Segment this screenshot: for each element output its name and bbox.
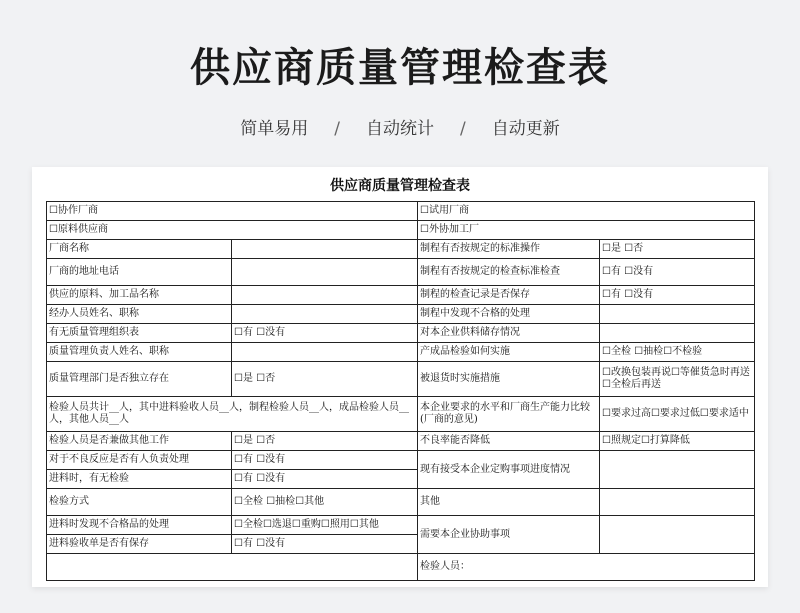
table-cell[interactable]: ☐是 ☐否 bbox=[232, 432, 418, 451]
table-row bbox=[47, 516, 755, 535]
subtitle bbox=[0, 114, 800, 139]
table-cell[interactable]: ☐全检 ☐抽检☐其他 bbox=[232, 489, 418, 516]
table-cell[interactable] bbox=[600, 305, 755, 324]
table-cell[interactable]: ☐有 ☐没有 bbox=[600, 286, 755, 305]
table-row bbox=[47, 286, 755, 305]
table-cell[interactable]: ☐全检☐选退☐重购☐照用☐其他 bbox=[232, 516, 418, 535]
checklist-table bbox=[46, 201, 755, 581]
table-cell: 产成品检验如何实施 bbox=[418, 343, 600, 362]
table-cell[interactable]: ☐是 ☐否 bbox=[600, 240, 755, 259]
subtitle-item-3: 自动更新 bbox=[491, 119, 560, 139]
table-row bbox=[47, 554, 755, 581]
table-cell[interactable]: ☐有 ☐没有 bbox=[232, 470, 418, 489]
table-row bbox=[47, 240, 755, 259]
table-cell[interactable] bbox=[232, 259, 418, 286]
table-cell: 本企业要求的水平和厂商生产能力比较(厂商的意见) bbox=[418, 397, 600, 432]
table-row bbox=[47, 362, 755, 397]
subtitle-item-1: 简单易用 bbox=[240, 119, 309, 139]
table-cell: 现有接受本企业定购事项进度情况 bbox=[418, 451, 600, 489]
table-cell: 对本企业供料储存情况 bbox=[418, 324, 600, 343]
table-cell: 对于不良反应是否有人负责处理 bbox=[47, 451, 232, 470]
table-row bbox=[47, 259, 755, 286]
table-cell: 制程有否按规定的检查标准检查 bbox=[418, 259, 600, 286]
table-cell[interactable] bbox=[47, 554, 418, 581]
subtitle-item-2: 自动统计 bbox=[366, 119, 434, 139]
table-cell[interactable]: ☐要求过高☐要求过低☐要求适中 bbox=[600, 397, 755, 432]
document-title: 供应商质量管理检查表 bbox=[330, 178, 470, 194]
table-cell[interactable]: ☐试用厂商 bbox=[418, 202, 755, 221]
table-row bbox=[47, 397, 755, 432]
table-cell[interactable]: ☐照规定☐打算降低 bbox=[600, 432, 755, 451]
table-cell[interactable] bbox=[600, 324, 755, 343]
table-cell: 制程有否按规定的标准操作 bbox=[418, 240, 600, 259]
table-cell: 供应的原料、加工品名称 bbox=[47, 286, 232, 305]
table-cell[interactable]: ☐全检 ☐抽检☐不检验 bbox=[600, 343, 755, 362]
table-cell[interactable]: 检验人员共计__人，其中进料验收人员__人，制程检验人员__人，成品检验人员__人，其他人员__人 bbox=[47, 397, 418, 432]
table-cell: 检验方式 bbox=[47, 489, 232, 516]
table-row bbox=[47, 221, 755, 240]
table-cell: 制程的检查记录是否保存 bbox=[418, 286, 600, 305]
table-cell[interactable] bbox=[600, 489, 755, 516]
table-cell[interactable]: ☐外协加工厂 bbox=[418, 221, 755, 240]
table-cell[interactable]: ☐有 ☐没有 bbox=[232, 324, 418, 343]
table-cell[interactable]: ☐原料供应商 bbox=[47, 221, 418, 240]
table-row bbox=[47, 305, 755, 324]
table-cell: 进料时，有无检验 bbox=[47, 470, 232, 489]
table-cell: 进料时发现不合格品的处理 bbox=[47, 516, 232, 535]
table-cell: 不良率能否降低 bbox=[418, 432, 600, 451]
table-cell[interactable] bbox=[232, 343, 418, 362]
table-row bbox=[47, 489, 755, 516]
table-cell[interactable]: 检验人员： bbox=[418, 554, 755, 581]
table-row bbox=[47, 451, 755, 470]
table-cell[interactable]: ☐有 ☐没有 bbox=[232, 451, 418, 470]
table-cell[interactable] bbox=[232, 286, 418, 305]
table-cell[interactable]: ☐协作厂商 bbox=[47, 202, 418, 221]
table-cell[interactable]: ☐有 ☐没有 bbox=[600, 259, 755, 286]
table-cell: 质量管理部门是否独立存在 bbox=[47, 362, 232, 397]
subtitle-separator-2: / bbox=[460, 119, 466, 139]
table-cell: 厂商的地址电话 bbox=[47, 259, 232, 286]
table-cell[interactable] bbox=[232, 305, 418, 324]
table-cell: 需要本企业协助事项 bbox=[418, 516, 600, 554]
table-row bbox=[47, 324, 755, 343]
subtitle-separator-1: / bbox=[334, 119, 340, 139]
table-cell[interactable]: ☐是 ☐否 bbox=[232, 362, 418, 397]
table-cell: 被退货时实施措施 bbox=[418, 362, 600, 397]
table-row bbox=[47, 202, 755, 221]
table-cell[interactable]: ☐有 ☐没有 bbox=[232, 535, 418, 554]
table-cell[interactable] bbox=[600, 451, 755, 489]
table-cell[interactable] bbox=[232, 240, 418, 259]
table-cell[interactable]: ☐改换包装再说☐等催货急时再送☐全检后再送 bbox=[600, 362, 755, 397]
table-cell: 经办人员姓名、职称 bbox=[47, 305, 232, 324]
table-cell: 检验人员是否兼做其他工作 bbox=[47, 432, 232, 451]
table-cell: 有无质量管理组织表 bbox=[47, 324, 232, 343]
document-sheet bbox=[32, 167, 768, 587]
table-cell: 质量管理负责人姓名、职称 bbox=[47, 343, 232, 362]
table-row bbox=[47, 343, 755, 362]
table-cell: 其他 bbox=[418, 489, 600, 516]
table-cell: 厂商名称 bbox=[47, 240, 232, 259]
table-row bbox=[47, 432, 755, 451]
table-cell: 制程中发现不合格的处理 bbox=[418, 305, 600, 324]
table-cell[interactable] bbox=[600, 516, 755, 554]
page-title: 供应商质量管理检查表 bbox=[190, 45, 610, 91]
table-cell: 进料验收单是否有保存 bbox=[47, 535, 232, 554]
